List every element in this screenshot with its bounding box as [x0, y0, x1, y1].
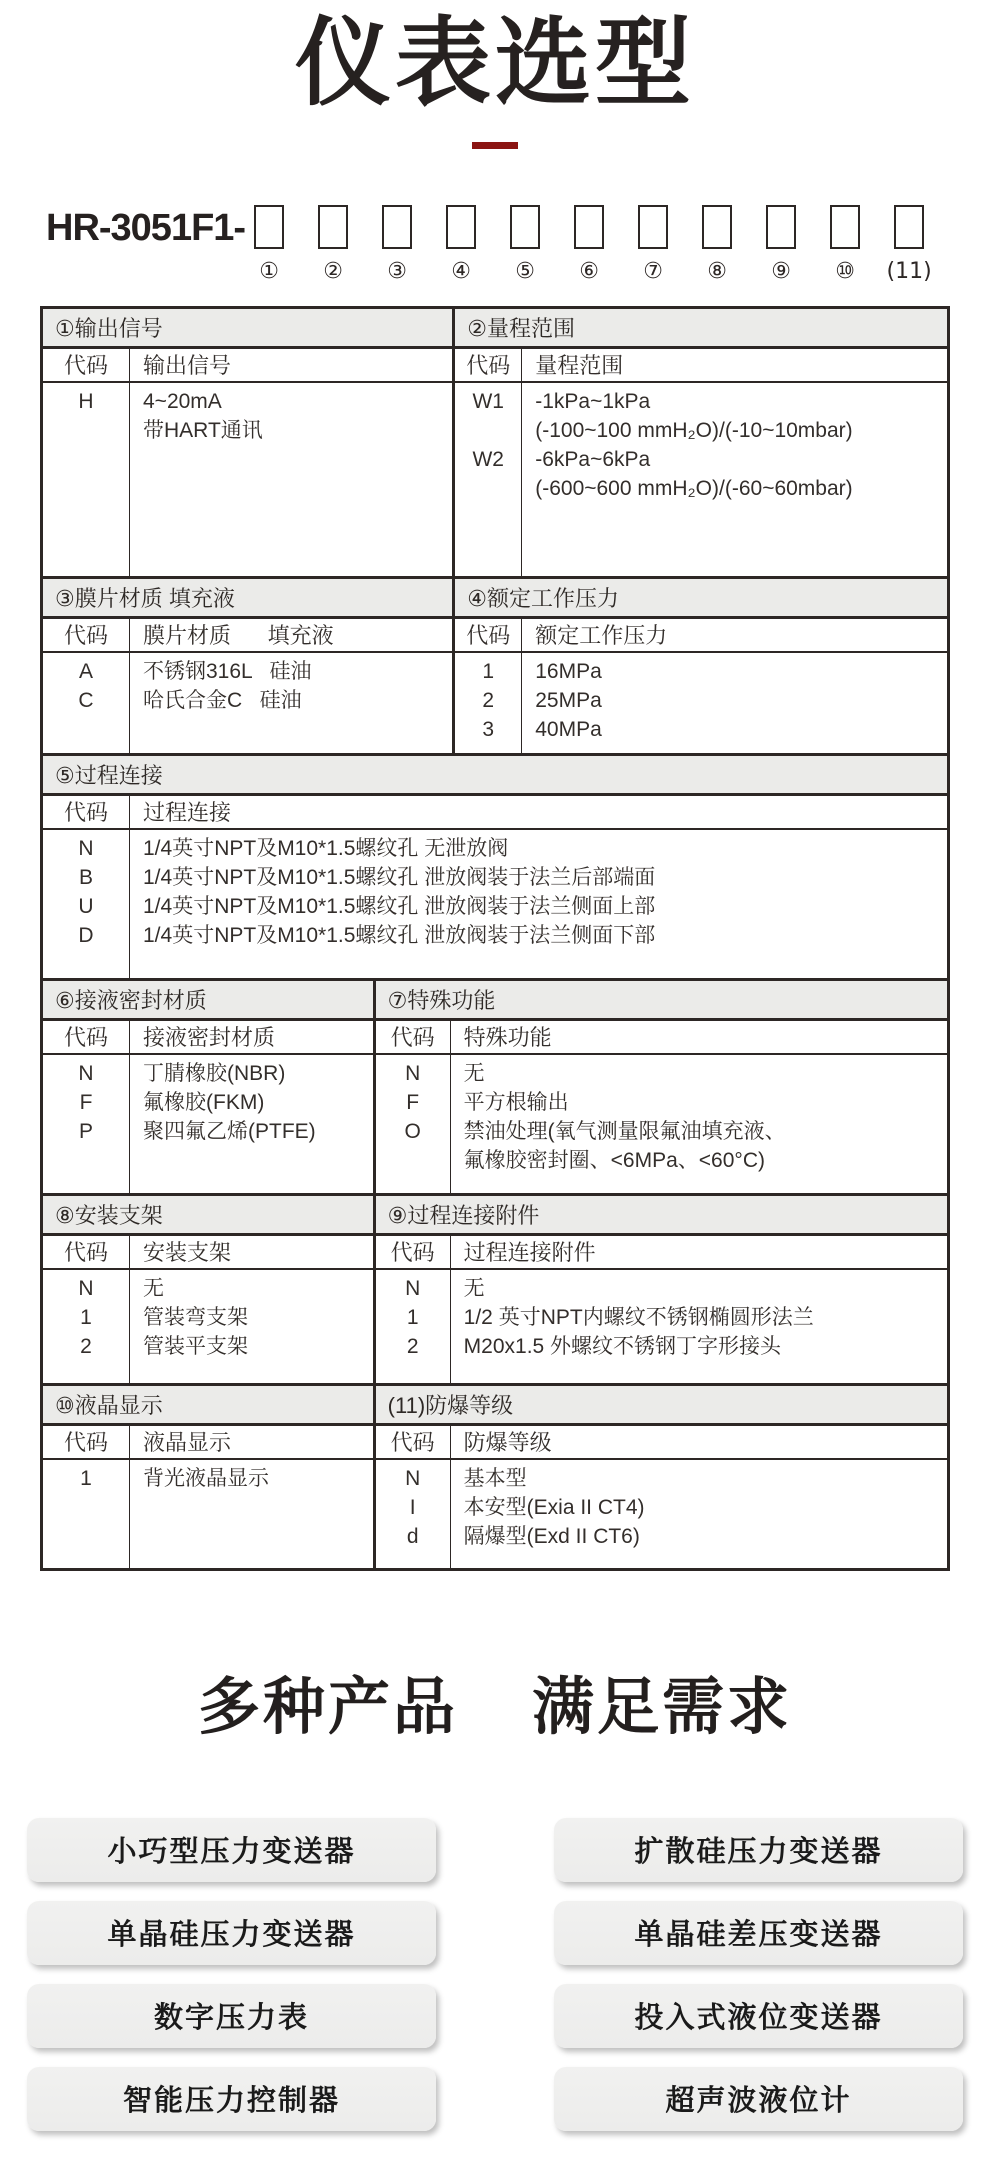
spec-code: I — [409, 1495, 416, 1519]
desc-column-header: 接液密封材质 — [143, 1025, 276, 1051]
spec-desc-line: 管装平支架 — [143, 1334, 248, 1358]
desc-column-header: 过程连接 — [143, 800, 232, 826]
section-body — [455, 349, 947, 576]
spec-desc — [129, 1088, 373, 1117]
spec-row — [43, 921, 947, 950]
spec-row — [43, 892, 947, 921]
section-body — [43, 1021, 373, 1193]
model-position-2 — [317, 205, 349, 284]
model-checkbox[interactable] — [638, 205, 668, 249]
spec-desc — [521, 657, 947, 686]
desc-column-header: 防爆等级 — [463, 1430, 552, 1456]
section-title: ⑤过程连接 — [43, 756, 947, 796]
spec-code: O — [404, 1119, 421, 1143]
product-button-5[interactable]: 数字压力表 — [27, 1984, 436, 2048]
spec-row — [376, 1274, 947, 1303]
spec-desc — [450, 1493, 947, 1522]
spec-code: d — [406, 1524, 419, 1548]
spec-desc-line: 1/4英寸NPT及M10*1.5螺纹孔 泄放阀装于法兰侧面下部 — [143, 923, 656, 947]
model-position-label: ⑧ — [707, 258, 727, 284]
spec-code: A — [78, 659, 93, 683]
title-accent-dash — [472, 142, 518, 149]
spec-desc-line: 平方根输出 — [463, 1090, 569, 1114]
section-subheader — [43, 1021, 373, 1055]
spec-row — [43, 387, 452, 445]
selection-table — [40, 306, 950, 1571]
spec-row — [43, 863, 947, 892]
spec-desc — [450, 1303, 947, 1332]
spec-code: 1 — [482, 659, 495, 683]
spec-row — [376, 1117, 947, 1175]
section-subheader — [376, 1236, 947, 1270]
spec-code: N — [405, 1466, 421, 1490]
section-subheader — [43, 796, 947, 830]
model-position-label: ⑥ — [579, 258, 599, 284]
products-heading-part1: 多种产品 — [197, 1672, 458, 1742]
spec-code: H — [78, 389, 94, 413]
spec-row — [376, 1088, 947, 1117]
spec-row — [376, 1332, 947, 1361]
desc-column-header: 输出信号 — [143, 353, 232, 379]
section-body — [43, 619, 452, 753]
spec-desc-line: 16MPa — [535, 659, 602, 683]
spec-code: N — [78, 1061, 94, 1085]
section-title: ①输出信号 — [43, 309, 452, 349]
section-body — [43, 796, 947, 978]
section-subheader — [455, 619, 947, 653]
code-column-header: 代码 — [63, 1025, 108, 1051]
code-column-header: 代码 — [466, 353, 511, 379]
product-button-8[interactable]: 超声波液位计 — [554, 2067, 963, 2131]
desc-column-header: 额定工作压力 — [535, 623, 668, 649]
spec-desc — [521, 715, 947, 744]
desc-column-header: 特殊功能 — [463, 1025, 552, 1051]
model-position-label: ⑦ — [643, 258, 663, 284]
section-body — [376, 1236, 947, 1383]
code-column-header: 代码 — [63, 1430, 108, 1456]
section-subheader — [43, 1426, 373, 1460]
spec-desc — [450, 1464, 947, 1493]
spec-desc-line: 禁油处理(氧气测量限氟油填充液、 — [463, 1119, 786, 1143]
table-band-4 — [43, 978, 947, 1193]
model-position-9 — [765, 205, 797, 284]
table-band-2 — [43, 576, 947, 753]
spec-row — [43, 834, 947, 863]
spec-row — [43, 1303, 373, 1332]
section-title: (11)防爆等级 — [376, 1386, 947, 1426]
spec-desc-line: 丁腈橡胶(NBR) — [143, 1061, 286, 1085]
spec-row — [455, 445, 947, 503]
spec-code: 2 — [406, 1334, 419, 1358]
spec-row — [455, 387, 947, 445]
spec-row — [455, 715, 947, 744]
spec-code: F — [406, 1090, 420, 1114]
model-checkbox[interactable] — [382, 205, 412, 249]
product-button-6[interactable]: 投入式液位变送器 — [554, 1984, 963, 2048]
section-subheader — [43, 1236, 373, 1270]
spec-code: U — [78, 894, 94, 918]
spec-desc-line: 哈氏合金C 硅油 — [143, 688, 302, 712]
model-position-label: (11) — [886, 258, 932, 284]
desc-column-header: 过程连接附件 — [463, 1240, 596, 1266]
spec-row — [43, 686, 452, 715]
code-column-header: 代码 — [63, 800, 108, 826]
model-checkbox[interactable] — [894, 205, 924, 249]
spec-section-5 — [43, 756, 947, 978]
spec-section-3 — [43, 579, 455, 753]
section-subheader — [43, 619, 452, 653]
page-title: 仪表选型 — [295, 10, 695, 117]
model-checkbox[interactable] — [510, 205, 540, 249]
section-rows — [376, 1270, 947, 1383]
spec-section-8 — [43, 1196, 376, 1383]
section-rows — [43, 830, 947, 978]
model-position-label: ② — [323, 258, 343, 284]
spec-desc-line: 1/4英寸NPT及M10*1.5螺纹孔 无泄放阀 — [143, 836, 509, 860]
product-button-1[interactable]: 小巧型压力变送器 — [27, 1818, 436, 1882]
section-body — [43, 1236, 373, 1383]
spec-desc-line: 氟橡胶(FKM) — [143, 1090, 265, 1114]
spec-desc-line: -6kPa~6kPa — [535, 447, 651, 471]
section-body — [43, 349, 452, 576]
spec-desc-line: (-600~600 mmH₂O)/(-60~60mbar) — [535, 476, 853, 500]
product-button-4[interactable]: 单晶硅差压变送器 — [554, 1901, 963, 1965]
model-checkbox[interactable] — [830, 205, 860, 249]
table-band-3 — [43, 753, 947, 978]
model-checkbox[interactable] — [318, 205, 348, 249]
section-title: ⑨过程连接附件 — [376, 1196, 947, 1236]
section-subheader — [376, 1021, 947, 1055]
spec-desc-line: 无 — [463, 1061, 485, 1085]
section-title: ⑥接液密封材质 — [43, 981, 373, 1021]
model-checkbox[interactable] — [446, 205, 476, 249]
spec-code: W1 — [472, 389, 504, 413]
spec-code: 1 — [406, 1305, 419, 1329]
spec-desc-line: 不锈钢316L 硅油 — [143, 659, 312, 683]
products-heading-part2: 满足需求 — [532, 1672, 793, 1742]
spec-code: P — [78, 1119, 93, 1143]
spec-desc — [450, 1059, 947, 1088]
spec-desc — [129, 1059, 373, 1088]
spec-code: N — [405, 1276, 421, 1300]
table-band-5 — [43, 1193, 947, 1383]
code-column-header: 代码 — [63, 623, 108, 649]
spec-desc — [129, 686, 452, 715]
model-position-10 — [829, 205, 861, 284]
spec-code: W2 — [472, 447, 504, 471]
spec-code: 2 — [80, 1334, 92, 1358]
section-subheader — [43, 349, 452, 383]
products-heading — [0, 1657, 990, 1746]
spec-code: F — [79, 1090, 93, 1114]
spec-row — [455, 686, 947, 715]
spec-code: N — [405, 1061, 421, 1085]
section-title: ③膜片材质 填充液 — [43, 579, 452, 619]
spec-row — [376, 1493, 947, 1522]
spec-desc — [129, 863, 947, 892]
model-position-11 — [886, 205, 932, 284]
section-rows — [43, 383, 452, 576]
code-column-header: 代码 — [466, 623, 511, 649]
model-position-7 — [637, 205, 669, 284]
spec-section-11 — [376, 1386, 947, 1568]
spec-desc-line: 1/4英寸NPT及M10*1.5螺纹孔 泄放阀装于法兰侧面上部 — [143, 894, 656, 918]
section-rows — [376, 1055, 947, 1193]
spec-row — [43, 1059, 373, 1088]
model-checkbox[interactable] — [574, 205, 604, 249]
spec-code: N — [78, 836, 94, 860]
spec-code: C — [78, 688, 94, 712]
desc-column-header: 安装支架 — [143, 1240, 232, 1266]
spec-section-1 — [43, 309, 455, 576]
section-rows — [455, 653, 947, 753]
product-button-3[interactable]: 单晶硅压力变送器 — [27, 1901, 436, 1965]
spec-desc-line: 管装弯支架 — [143, 1305, 248, 1329]
section-title: ④额定工作压力 — [455, 579, 947, 619]
model-position-6 — [573, 205, 605, 284]
spec-desc-line: 隔爆型(Exd II CT6) — [463, 1524, 640, 1548]
table-band-1 — [43, 309, 947, 576]
code-column-header: 代码 — [390, 1430, 435, 1456]
section-subheader — [376, 1426, 947, 1460]
spec-desc-line: 带HART通讯 — [143, 418, 263, 442]
spec-desc-line: 1/2 英寸NPT内螺纹不锈钢椭圆形法兰 — [463, 1305, 814, 1329]
spec-row — [43, 1274, 373, 1303]
spec-section-10 — [43, 1386, 376, 1568]
spec-section-2 — [455, 309, 947, 576]
model-position-5 — [509, 205, 541, 284]
model-positions — [253, 205, 932, 284]
spec-code: D — [78, 923, 94, 947]
spec-row — [43, 1464, 373, 1493]
spec-desc-line: 本安型(Exia II CT4) — [463, 1495, 645, 1519]
section-body — [43, 1426, 373, 1568]
model-checkbox[interactable] — [254, 205, 284, 249]
spec-row — [376, 1522, 947, 1551]
desc-column-header: 液晶显示 — [143, 1430, 232, 1456]
section-title: ②量程范围 — [455, 309, 947, 349]
section-title: ⑧安装支架 — [43, 1196, 373, 1236]
code-column-header: 代码 — [63, 353, 108, 379]
spec-row — [43, 1117, 373, 1146]
spec-desc — [129, 921, 947, 950]
model-position-label: ④ — [451, 258, 471, 284]
spec-row — [376, 1464, 947, 1493]
model-position-3 — [381, 205, 413, 284]
model-position-label: ① — [259, 258, 279, 284]
spec-row — [43, 657, 452, 686]
model-position-label: ⑩ — [835, 258, 855, 284]
spec-desc — [129, 387, 452, 445]
model-checkbox[interactable] — [702, 205, 732, 249]
model-position-label: ③ — [387, 258, 407, 284]
table-band-6 — [43, 1383, 947, 1568]
spec-desc — [129, 1274, 373, 1303]
spec-row — [455, 657, 947, 686]
spec-desc — [129, 1332, 373, 1361]
spec-desc — [450, 1522, 947, 1551]
spec-row — [43, 1332, 373, 1361]
section-subheader — [455, 349, 947, 383]
spec-section-6 — [43, 981, 376, 1193]
spec-row — [376, 1059, 947, 1088]
spec-desc-line: M20x1.5 外螺纹不锈钢丁字形接头 — [463, 1334, 782, 1358]
model-position-1 — [253, 205, 285, 284]
spec-desc — [450, 1332, 947, 1361]
spec-code: 2 — [482, 688, 495, 712]
spec-desc — [129, 1464, 373, 1493]
spec-desc-line: -1kPa~1kPa — [535, 389, 651, 413]
spec-desc-line: 氟橡胶密封圈、<6MPa、<60°C) — [463, 1148, 765, 1172]
code-column-header: 代码 — [390, 1240, 435, 1266]
section-rows — [43, 1055, 373, 1193]
spec-desc — [521, 445, 947, 503]
model-code-row — [46, 205, 990, 284]
spec-code: 3 — [482, 717, 495, 741]
section-title: ⑦特殊功能 — [376, 981, 947, 1021]
spec-code: 1 — [80, 1466, 92, 1490]
spec-desc — [450, 1274, 947, 1303]
product-button-2[interactable]: 扩散硅压力变送器 — [554, 1818, 963, 1882]
spec-desc-line: (-100~100 mmH₂O)/(-10~10mbar) — [535, 418, 853, 442]
spec-desc — [521, 686, 947, 715]
spec-desc-line: 基本型 — [463, 1466, 527, 1490]
model-position-label: ⑨ — [771, 258, 791, 284]
section-rows — [376, 1460, 947, 1568]
spec-desc-line: 聚四氟乙烯(PTFE) — [143, 1119, 316, 1143]
section-body — [376, 1426, 947, 1568]
spec-row — [43, 1088, 373, 1117]
spec-section-9 — [376, 1196, 947, 1383]
section-title: ⑩液晶显示 — [43, 1386, 373, 1426]
model-position-4 — [445, 205, 477, 284]
spec-desc-line: 背光液晶显示 — [143, 1466, 269, 1490]
section-rows — [43, 1270, 373, 1383]
spec-desc-line: 无 — [143, 1276, 164, 1300]
model-checkbox[interactable] — [766, 205, 796, 249]
product-grid — [27, 1818, 963, 2131]
desc-column-header: 量程范围 — [535, 353, 624, 379]
section-body — [455, 619, 947, 753]
section-rows — [455, 383, 947, 576]
spec-desc-line: 无 — [463, 1276, 485, 1300]
spec-section-4 — [455, 579, 947, 753]
spec-desc-line: 40MPa — [535, 717, 602, 741]
section-rows — [43, 1460, 373, 1568]
spec-desc-line: 1/4英寸NPT及M10*1.5螺纹孔 泄放阀装于法兰后部端面 — [143, 865, 656, 889]
spec-code: B — [78, 865, 93, 889]
model-position-label: ⑤ — [515, 258, 535, 284]
model-prefix: HR-3051F1- — [46, 206, 246, 249]
spec-desc — [450, 1088, 947, 1117]
spec-row — [376, 1303, 947, 1332]
spec-desc — [129, 657, 452, 686]
section-body — [376, 1021, 947, 1193]
section-rows — [43, 653, 452, 753]
spec-section-7 — [376, 981, 947, 1193]
spec-desc — [129, 892, 947, 921]
spec-desc — [450, 1117, 947, 1175]
model-position-8 — [701, 205, 733, 284]
desc-column-header: 膜片材质 填充液 — [143, 623, 334, 649]
spec-desc — [129, 834, 947, 863]
spec-desc-line: 4~20mA — [143, 389, 222, 413]
spec-desc-line: 25MPa — [535, 688, 602, 712]
code-column-header: 代码 — [390, 1025, 435, 1051]
product-button-7[interactable]: 智能压力控制器 — [27, 2067, 436, 2131]
code-column-header: 代码 — [63, 1240, 108, 1266]
spec-desc — [521, 387, 947, 445]
spec-desc — [129, 1303, 373, 1332]
spec-desc — [129, 1117, 373, 1146]
spec-code: N — [78, 1276, 94, 1300]
spec-code: 1 — [80, 1305, 92, 1329]
